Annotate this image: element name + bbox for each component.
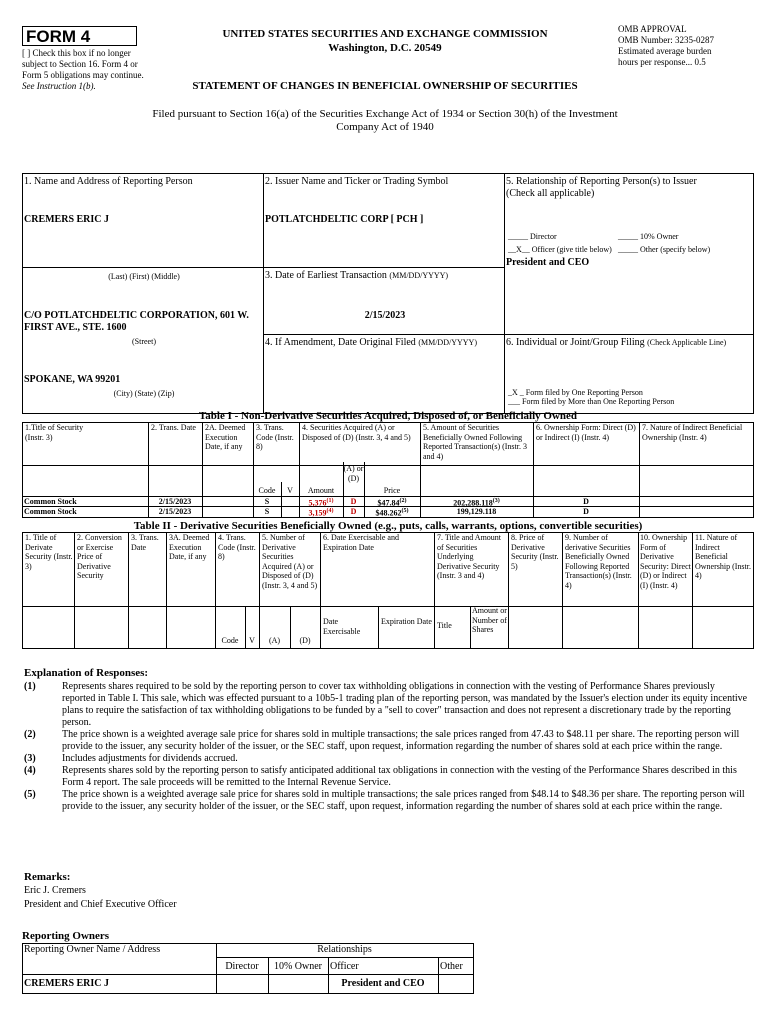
owner-name: CREMERS ERIC J <box>24 978 110 989</box>
t1-h2: 2. Trans. Date <box>151 423 196 432</box>
name-parts-label: (Last) (First) (Middle) <box>108 272 180 281</box>
t2-h4: 4. Trans. Code (Instr. 8) <box>218 533 256 561</box>
list-item: (4) Represents shares sold by the reporting person to satisfy anticipated additional tax obligations in connection with the vesting of the Performance Shares described in this Form 4 report. The sale proceeds will be remitted to the Internal Revenue Service. <box>24 765 737 788</box>
see-instruction: See Instruction 1(b). <box>22 81 96 91</box>
t2-h1: 1. Title of Derivate Security (Instr. 3) <box>25 533 73 571</box>
t2-sub-exp: Expiration Date <box>381 617 432 626</box>
issuer-name: POTLATCHDELTIC CORP [ PCH ] <box>265 214 424 225</box>
t1-sub-amount: Amount <box>307 486 335 495</box>
more-person-option[interactable]: ___ Form filed by More than One Reporting Person <box>508 397 675 406</box>
t2-h7: 7. Title and Amount of Securities Underlying Derivative Security (Instr. 3 and 4) <box>437 533 502 580</box>
earliest-transaction-date: 2/15/2023 <box>364 310 406 321</box>
box4-label: 4. If Amendment, Date Original Filed (MM/DD/YYYY) <box>265 337 477 348</box>
filed-pursuant: Filed pursuant to Section 16(a) of the Securities Exchange Act of 1934 or Section 30(h) of the Investment Company Act of 1940 <box>152 108 618 133</box>
omb-approval: OMB APPROVAL OMB Number: 3235-0287 Estimated average burden hours per response... 0.5 <box>618 24 714 67</box>
t2-h3a: 3A. Deemed Execution Date, if any <box>169 533 210 561</box>
officer-option[interactable]: __X__ Officer (give title below) <box>508 245 612 254</box>
t2-h5: 5. Number of Derivative Securities Acquired (A) or Disposed of (D) (Instr. 3, 4 and 5) <box>262 533 318 590</box>
list-item: (3) Includes adjustments for dividends accrued. <box>24 753 238 764</box>
t2-h6: 6. Date Exercisable and Expiration Date <box>323 533 399 552</box>
t2-sub-v: V <box>249 636 255 645</box>
t1-h5: 5. Amount of Securities Beneficially Owned Following Reported Transaction(s) (Instr. 3 and 4) <box>423 423 527 461</box>
form-title-box <box>22 26 137 46</box>
box1-label: 1. Name and Address of Reporting Person <box>24 176 193 187</box>
table-row: Common Stock 2/15/2023 S 5,376$^{(1)}$ D $47.84$^{(2)}$ 202,288.118$^{(3)}$ D <box>24 497 589 508</box>
t2-h10: 10. Ownership Form of Derivative Security: Direct (D) or Indirect (I) (Instr. 4) <box>640 533 691 590</box>
list-item: (5) The price shown is a weighted average sale price for shares sold in multiple transactions; the sale prices ranged from $48.14 to $48.36 per share. The reporting person will provide to the issuer, any security holder of the issuer, or the SEC staff, upon request, information regarding the number of shares sold at each price within the range. <box>24 789 745 812</box>
explanation-list <box>24 681 750 813</box>
statement-title: STATEMENT OF CHANGES IN BENEFICIAL OWNERSHIP OF SECURITIES <box>192 80 578 92</box>
remarks-heading: Remarks: <box>24 871 71 883</box>
director-option[interactable]: _____ Director <box>508 232 557 241</box>
remarks-line1: Eric J. Cremers <box>24 885 86 896</box>
t1-h2a: 2A. Deemed Execution Date, if any <box>205 423 246 451</box>
table2-title: Table II - Derivative Securities Beneficially Owned (e.g., puts, calls, warrants, options, convertible securities) <box>133 520 643 532</box>
t2-h9: 9. Number of derivative Securities Beneficially Owned Following Reported Transaction(s) (Instr. 4) <box>565 533 632 590</box>
t2-sub-d: (D) <box>299 636 311 645</box>
street-label: (Street) <box>132 337 156 346</box>
street-value: C/O POTLATCHDELTIC CORPORATION, 601 W. FIRST AVE., STE. 1600 <box>24 310 249 333</box>
owners-heading: Reporting Owners <box>22 930 110 942</box>
t2-sub-a: (A) <box>268 636 281 645</box>
remarks-line2: President and Chief Executive Officer <box>24 899 177 910</box>
t2-h8: 8. Price of Derivative Security (Instr. 5) <box>511 533 559 571</box>
t2-sub-date-ex: Date Exercisable <box>323 617 361 636</box>
t2-h11: 11. Nature of Indirect Beneficial Ownership (Instr. 4) <box>695 533 751 580</box>
explanation-heading: Explanation of Responses: <box>24 667 149 679</box>
t2-h3: 3. Trans. Date <box>131 533 159 552</box>
agency-name: UNITED STATES SECURITIES AND EXCHANGE COMMISSION <box>222 28 548 40</box>
checkbox-note[interactable]: [ ] Check this box if no longer subject to Section 16. Form 4 or Form 5 obligations may continue. See Instruction 1(b). <box>22 48 144 91</box>
form-title: FORM 4 <box>26 27 91 46</box>
t1-sub-aord: (A) or (D) <box>343 464 364 483</box>
t1-sub-price: Price <box>383 486 401 495</box>
agency-city: Washington, D.C. 20549 <box>328 42 442 54</box>
t1-h6: 6. Ownership Form: Direct (D) or Indirect (I) (Instr. 4) <box>536 423 636 442</box>
owners-sub-director: Director <box>225 961 259 972</box>
list-item: (2) The price shown is a weighted average sale price for shares sold in multiple transactions; the sale prices ranged from 47.43 to $48.11 per share. The reporting person will provide to the issuer, any security holder of the issuer, or the SEC staff, upon request, information regarding the number of shares sold at each price within the range. <box>24 729 740 752</box>
t2-sub-amount: Amount or Number of Shares <box>472 606 507 634</box>
t1-h1: 1.Title of Security (Instr. 3) <box>25 423 84 442</box>
table-row: Common Stock 2/15/2023 S 3,159$^{(4)}$ D $48.262$^{(5)}$ 199,129.118 D <box>24 507 589 518</box>
owners-col-name: Reporting Owner Name / Address <box>24 944 161 955</box>
t2-h2: 2. Conversion or Exercise Price of Derivative Security <box>77 533 122 580</box>
t1-h4: 4. Securities Acquired (A) or Disposed of (D) (Instr. 3, 4 and 5) <box>302 423 411 442</box>
one-person-option[interactable]: _X _ Form filed by One Reporting Person <box>508 388 643 397</box>
city-value: SPOKANE, WA 99201 <box>24 374 121 385</box>
box3-label: 3. Date of Earliest Transaction (MM/DD/YYYY) <box>265 270 449 281</box>
city-label: (City) (State) (Zip) <box>113 389 175 398</box>
other-option[interactable]: _____ Other (specify below) <box>618 245 711 254</box>
reporting-person-name: CREMERS ERIC J <box>24 214 110 225</box>
officer-title: President and CEO <box>506 257 590 268</box>
box5-label: 5. Relationship of Reporting Person(s) to Issuer (Check all applicable) <box>506 176 697 199</box>
ten-pct-option[interactable]: _____ 10% Owner <box>618 232 679 241</box>
owners-sub-ten: 10% Owner <box>273 961 323 972</box>
owners-sub-other: Other <box>440 961 463 972</box>
list-item: (1) Represents shares required to be sold by the reporting person to cover tax withholding obligations in connection with the vesting of Performance Shares previously reported in Table I. This sale, which was effected pursuant to a 10b5-1 trading plan of the reporting person, was mandated by the Issuer's election under its equity incentive plans to require the satisfaction of tax withholding obligations to be funded by a "sell to cover" transaction and does not represent a discretionary trade by the reporting person. <box>24 681 748 728</box>
box6-label: 6. Individual or Joint/Group Filing (Check Applicable Line) <box>506 337 727 348</box>
t2-sub-code: Code <box>221 636 239 645</box>
t1-h3: 3. Trans. Code (Instr. 8) <box>256 423 294 451</box>
t2-sub-title: Title <box>437 621 452 630</box>
t1-sub-v: V <box>287 486 293 495</box>
t1-sub-code: Code <box>258 486 276 495</box>
owner-officer-title: President and CEO <box>341 978 425 989</box>
box2-label: 2. Issuer Name and Ticker or Trading Symbol <box>265 176 449 187</box>
table1-title: Table I - Non-Derivative Securities Acquired, Disposed of, or Beneficially Owned <box>198 410 578 422</box>
t1-h7: 7. Nature of Indirect Beneficial Ownership (Instr. 4) <box>642 423 743 442</box>
owners-col-rel: Relationships <box>317 944 372 955</box>
owners-sub-officer: Officer <box>330 961 359 972</box>
